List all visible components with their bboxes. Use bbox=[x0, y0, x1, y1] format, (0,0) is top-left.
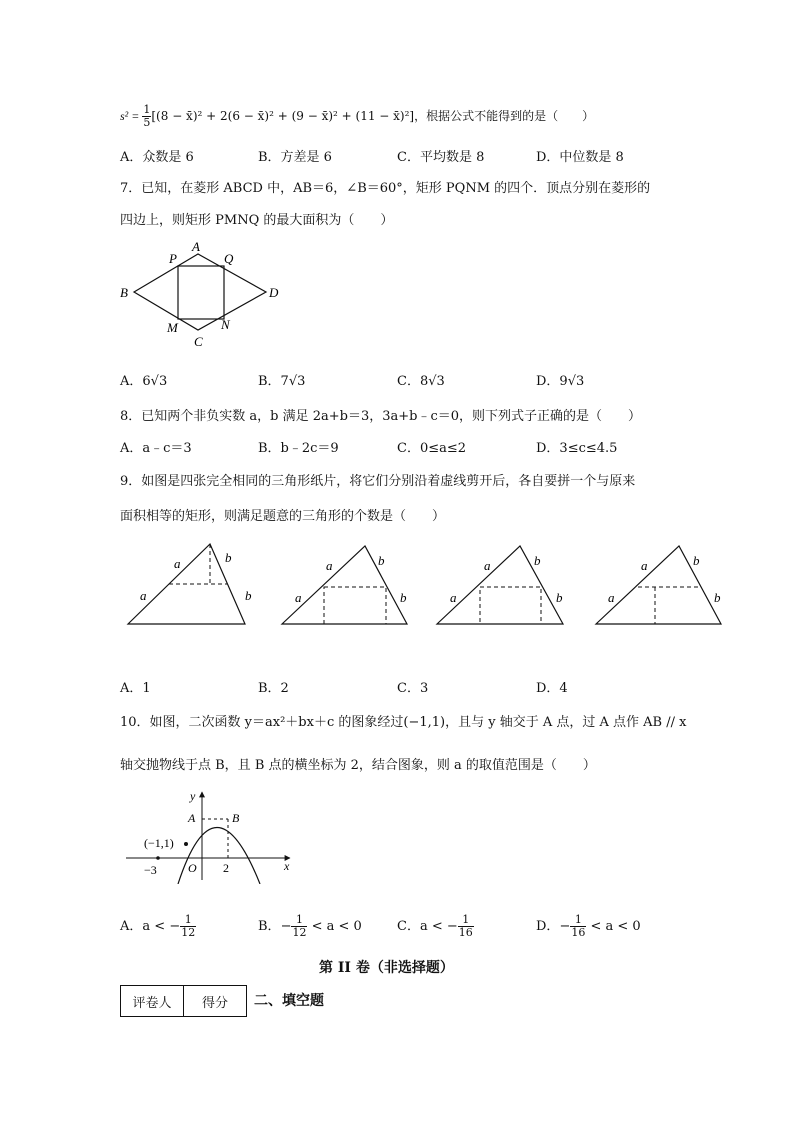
q10-option-c: C．a < − $\frac{1}{16}$ bbox=[397, 913, 473, 939]
q7-option-b: B．7√3 bbox=[258, 374, 306, 389]
q6-option-c: C．平均数是 8 bbox=[397, 150, 485, 165]
triangle-4-label-b-lower: b bbox=[714, 590, 721, 605]
q7-line2: 四边上，则矩形 PMNQ 的最大面积为（ ） bbox=[120, 213, 394, 228]
q8-line1: 8．已知两个非负实数 a，b 满足 2a+b＝3，3a+b﹣c＝0，则下列式子正确的是（ ） bbox=[120, 409, 642, 424]
triangle-2-label-a-lower: a bbox=[295, 590, 302, 605]
q10-option-d-fraction: $\frac{1}{16}$ bbox=[571, 913, 586, 939]
q9-option-d: D．4 bbox=[536, 681, 568, 696]
q6-question-tail: ，根据公式不能得到的是（ ） bbox=[414, 109, 595, 123]
q9-option-a: A．1 bbox=[120, 681, 151, 696]
triangle-4-label-a-lower: a bbox=[608, 590, 615, 605]
q9-option-c: C．3 bbox=[397, 681, 429, 696]
graph-label-A: A bbox=[188, 811, 196, 825]
q6-formula-lead: s² = bbox=[120, 109, 143, 123]
q7-line1: 7．已知，在菱形 ABCD 中，AB＝6，∠B＝60°，矩形 PQNM 的四个．顶点分别在菱形的 bbox=[120, 181, 651, 196]
q9-line1: 9．如图是四张完全相同的三角形纸片，将它们分别沿着虚线剪开后，各自要拼一个与原来 bbox=[120, 474, 636, 489]
score-table-score: 得分 bbox=[184, 986, 247, 1017]
q6-formula bbox=[120, 104, 594, 129]
q10-option-d: D．− $\frac{1}{16}$ < a < 0 bbox=[536, 913, 641, 939]
q10-option-a: A．a < − $\frac{1}{12}$ bbox=[120, 913, 196, 939]
section-fill-in: 二、填空题 bbox=[254, 993, 324, 1009]
point-neg3 bbox=[156, 856, 160, 860]
graph-label-origin: O bbox=[188, 861, 197, 875]
label-D: D bbox=[269, 285, 279, 300]
q10-line1: 10．如图，二次函数 y＝ax²＋bx＋c 的图象经过(−1,1)，且与 y 轴交于 A 点，过 A 点作 AB // x bbox=[120, 715, 687, 730]
q6-formula-body: [(8 − x̄)² + 2(6 − x̄)² + (9 − x̄)² + (11 − x̄)²] bbox=[151, 109, 415, 123]
score-table bbox=[120, 985, 247, 1017]
q8-option-a: A．a﹣c＝3 bbox=[120, 441, 192, 456]
triangle-3-label-b-lower: b bbox=[556, 590, 563, 605]
triangle-1-label-b-lower: b bbox=[245, 588, 252, 603]
label-M: M bbox=[167, 320, 178, 335]
triangle-2-label-b-upper: b bbox=[378, 553, 385, 568]
triangle-1-label-a-lower: a bbox=[140, 588, 147, 603]
rectangle-pmnq bbox=[178, 266, 224, 319]
q10-line2: 轴交抛物线于点 B，且 B 点的横坐标为 2，结合图象，则 a 的取值范围是（ ） bbox=[120, 758, 596, 773]
triangle-3-label-b-upper: b bbox=[534, 553, 541, 568]
triangle-3-label-a-lower: a bbox=[450, 590, 457, 605]
graph-label-point: (−1,1) bbox=[144, 836, 174, 850]
q8-option-c: C．0≤a≤2 bbox=[397, 441, 467, 456]
point-neg1-1 bbox=[184, 842, 188, 846]
graph-label-neg3: −3 bbox=[144, 863, 157, 877]
triangle-4-label-a-upper: a bbox=[641, 558, 648, 573]
graph-label-x: x bbox=[284, 859, 290, 873]
q10-option-c-fraction: $\frac{1}{16}$ bbox=[458, 913, 473, 939]
q7-option-c: C．8√3 bbox=[397, 374, 445, 389]
triangle-3 bbox=[437, 546, 563, 624]
triangle-1-label-b-upper: b bbox=[225, 550, 232, 565]
triangle-2-label-a-upper: a bbox=[326, 558, 333, 573]
parabola-curve bbox=[178, 828, 260, 885]
q8-option-d: D．3≤c≤4.5 bbox=[536, 441, 618, 456]
q9-line2: 面积相等的矩形，则满足题意的三角形的个数是（ ） bbox=[120, 509, 446, 524]
q9-option-b: B．2 bbox=[258, 681, 289, 696]
triangle-2 bbox=[282, 546, 407, 624]
q7-option-d: D．9√3 bbox=[536, 374, 585, 389]
part2-title: 第 II 卷（非选择题） bbox=[319, 960, 454, 976]
q6-option-a: A．众数是 6 bbox=[120, 150, 194, 165]
q10-option-a-fraction: $\frac{1}{12}$ bbox=[181, 913, 196, 939]
label-P: P bbox=[169, 251, 177, 266]
q8-option-b: B．b﹣2c＝9 bbox=[258, 441, 339, 456]
label-C: C bbox=[194, 334, 203, 349]
q9-triangles-figure bbox=[120, 538, 730, 634]
q10-option-b: B．− $\frac{1}{12}$ < a < 0 bbox=[258, 913, 362, 939]
q10-option-b-fraction: $\frac{1}{12}$ bbox=[292, 913, 307, 939]
q7-option-a: A．6√3 bbox=[120, 374, 168, 389]
triangle-4-label-b-upper: b bbox=[693, 553, 700, 568]
graph-label-y: y bbox=[190, 789, 196, 803]
triangle-1 bbox=[128, 544, 252, 624]
q10-parabola-graph bbox=[120, 786, 300, 884]
q6-option-d: D．中位数是 8 bbox=[536, 150, 624, 165]
triangle-2-label-b-lower: b bbox=[400, 590, 407, 605]
q6-option-b: B．方差是 6 bbox=[258, 150, 332, 165]
triangle-3-label-a-upper: a bbox=[484, 558, 491, 573]
triangle-1-label-a-upper: a bbox=[174, 556, 181, 571]
label-A: A bbox=[192, 239, 200, 254]
graph-label-B: B bbox=[232, 811, 240, 825]
label-N: N bbox=[221, 317, 230, 332]
score-table-grader: 评卷人 bbox=[121, 986, 184, 1017]
graph-label-two: 2 bbox=[223, 861, 229, 875]
label-B: B bbox=[120, 285, 128, 300]
label-Q: Q bbox=[224, 251, 234, 266]
q7-rhombus-figure bbox=[114, 236, 294, 354]
q6-fraction: $\frac{1}{5}$ bbox=[143, 103, 151, 129]
triangle-4 bbox=[596, 546, 721, 624]
